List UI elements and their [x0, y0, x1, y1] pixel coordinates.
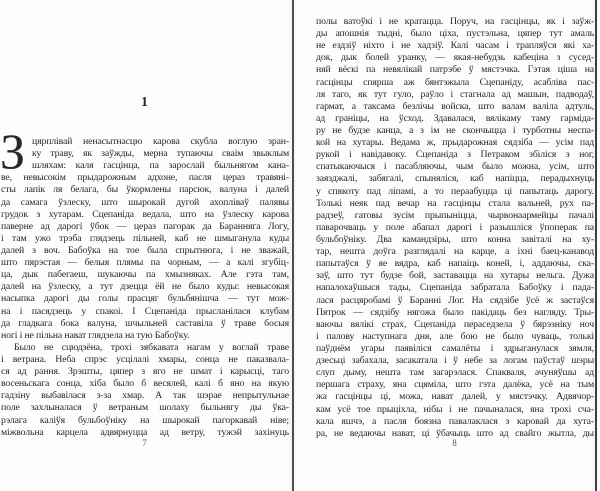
text-line: напалохаўшыся тады, Сцепаніда забратала Бабоўку і пада- — [316, 282, 594, 294]
text-line: далей на ўзлеску, а тут дзецца ёй не было куды: невысокая — [1, 281, 289, 293]
text-line: першага страху, яна сцяміла, што гэта далёка, усё на тым — [316, 379, 594, 391]
text-line: Пятрок — сядзібу нягожа было пакідаць без нагляду. Тры- — [316, 306, 594, 318]
text-line: ве, невысокім прыдарожным адхоне, пасля цераз травяні- — [1, 172, 289, 184]
text-line: паварочваць у поле абапал дарогі і разышліся ўпоперак па — [316, 221, 594, 233]
drop-cap-letter: З — [0, 123, 26, 179]
text-line: Толькі неяк пад вечар на гасцінцы стала вальней, рух па- — [316, 197, 594, 209]
text-line: няй вёскі па невялікай патрэбе ў мястэчка. Гэтая ціша на — [316, 64, 594, 76]
text-line: ваючы вялікі страх, Сцепаніда пераседзела ў бярэзніку ноч — [316, 318, 594, 330]
text-line: і там ужо трэба глядзець пільней, каб не шмыганула куды — [1, 232, 289, 244]
text-line: кой на хутары. Ведама ж, прыдарожная сядзіба — усім пад — [316, 137, 594, 149]
text-line: не ездзіў ніхто і не хадзіў. Калі часам і трапляўся які ха- — [316, 40, 594, 52]
text-line: ногі і не пільна нават глядзела на тую Бабоўку. — [1, 329, 190, 341]
book-spine-divider — [292, 0, 294, 491]
page-number-left: 7 — [142, 438, 147, 448]
right-page-text — [316, 16, 594, 440]
text-line: насыпка дарогі ды голы прасцяг бульбянішча — тут мож- — [1, 293, 289, 305]
text-line: ру не будзе канца, а з ім не скончыцца і турботны неспа- — [316, 124, 594, 136]
right-page — [314, 0, 595, 491]
text-line: лася расцяробамі ў Баранні Лог. На сядзібе ўсё ж застаўся — [316, 294, 594, 306]
text-line: міжвольна карцела адвярнуцца ад ветру, тужэй захінуць — [1, 426, 289, 438]
left-page-text — [1, 136, 289, 439]
text-line: цярплівай ненасытнасцю карова скубла воглую зран- — [32, 136, 289, 147]
text-line: рэлага каліўя бульбоўніку на шырокай пагоркавай ніве; — [1, 414, 289, 426]
text-line: грудок з хутарам. Сцепаніда ведала, што на ўзлеску карова — [1, 208, 289, 220]
text-line: гадзіну выбавілася з-за хмар. А так шэрае непрытульнае — [1, 390, 289, 402]
text-line: бульбоўніку. Два камандзіры, што конна завіталі на ху- — [316, 233, 594, 245]
text-line: ды апошнія тыдні, было ціха, пустэльна, цяпер тут амаль — [316, 28, 594, 40]
text-line: сты лапік ля белага, бы ўкормлены парсюк, валуна і далей — [1, 184, 289, 196]
text-line: да самага ўзлеску, што шырокай дугой ахопліваў палявы — [1, 196, 289, 208]
text-line: радзеў, гатовы зусім прыпыніцца, чырвонаармейцы пачалі — [316, 209, 594, 221]
text-line: кала яшчэ, а пасля боязна павалаклася з каровай да хута- — [316, 415, 594, 427]
text-line: ку траву, як заўжды, мерна тупаючы сваім звыклым — [32, 148, 289, 160]
text-line: далей з воч. Бабоўка на тое была спрытнюга, і не зважай, — [1, 244, 289, 256]
chapter-heading: 1 — [141, 95, 148, 110]
text-line: ля таго, як тут гуло, раўло і стагнала ад машын, падводаў, — [316, 88, 594, 100]
text-line: што пярэстая — белыя плямы па чорным, — а калі згубіц- — [1, 257, 289, 269]
text-line: да гладкага бока валуна, шчыльней саставіла ў траве босыя — [1, 317, 289, 329]
text-line: тар, нешта доўга разглядалі на карце, а іхні баец-канавод — [316, 246, 594, 258]
text-line: паўднём угары паявіліся самалёты і здрыганулася зямля, — [316, 342, 594, 354]
page-edge-line — [595, 0, 597, 491]
text-line: папытаўся ў яе вядра, каб напаіць коней, і, аддаючы, ска- — [316, 258, 594, 270]
page-number-right: 8 — [452, 438, 457, 448]
text-line: ся ад рання. Зрэшты, цяпер з яго не шмат і карысці, таго — [1, 366, 289, 378]
text-line: кам усё тое прыціхла, нібы і не пачыналася, яна трохі сча- — [316, 403, 594, 415]
text-line: жа гасцінцы ці, можа, нават далей, у мястэчку. Адвячор- — [316, 391, 594, 403]
text-line: док, дык болей уранку, — якая-небудзь кабеціна з сусед- — [316, 52, 594, 64]
text-line: спатыкаючыся і пасабляючы, чым было можна, усім, што — [316, 161, 594, 173]
text-line: заў, што тут будзе бой, заставацца на хутары нельга. Дужа — [316, 270, 594, 282]
text-line: рукой і навідавоку. Сцепаніда з Петраком збіліся з ног, — [316, 149, 594, 161]
text-line: полы ватоўкі і не кратацца. Поруч, на гасцінцы, як і заўж- — [316, 16, 594, 27]
text-line: ад граніцы, на ўсход. Здавалася, вялікаму таму гарміда- — [316, 112, 594, 124]
text-line: заязджалі, забягалі, спыняліся, каб напіцца, перадыхнуць — [316, 173, 594, 185]
text-line: шляхам: каля гасцінца, па зарослай быльнягом кана- — [32, 160, 289, 172]
left-page — [0, 0, 292, 491]
text-line: поле захлыналася ў ветраным шолаху быльнягу ды ўка- — [1, 402, 289, 414]
text-line: і палову наступнага дня, але бою не было чуваць, толькі — [316, 330, 594, 342]
text-line: на і пасядзець у спакоі. І Сцепаніда прысланілася клубам — [1, 305, 289, 317]
text-line: і ветрана. Неба спрэс усцілалі хмары, сонца не паказвала- — [1, 353, 289, 365]
text-line: у спякоту пад ліпамі, а то пераабуцца ці папытаць дарогу. — [316, 185, 594, 197]
text-line: восеньскага сонца, хіба было б весялей, калі б яно на якую — [1, 378, 289, 390]
text-line: Было не сцюдзёна, трохі зябкавата нагам у воглай траве — [14, 341, 289, 353]
text-line: ца, дык пабегаеш, шукаючы па хмызняках. Але гэта там, — [1, 269, 289, 281]
text-line: ра, не ведаючы нават, ці ўбачыць што ад свайго жытла, ды — [316, 427, 594, 439]
text-line: гармат, а таксама безлічы войска, што валам валіла адтуль, — [316, 100, 594, 112]
text-line: дзесьці забахала, засакатала і ў небе за логам паўстаў шэры — [316, 355, 594, 367]
text-line: гасцінцы спярша аж бянтэжыла Сцепаніду, асабліва пас- — [316, 76, 594, 88]
text-line: слуп дыму, нешта там загарэлася. Спакваля, ачуняўшы ад — [316, 367, 594, 379]
text-line: паверне ад дарогі ўбок — цераз пагорак да Баранняга Логу, — [1, 220, 289, 232]
